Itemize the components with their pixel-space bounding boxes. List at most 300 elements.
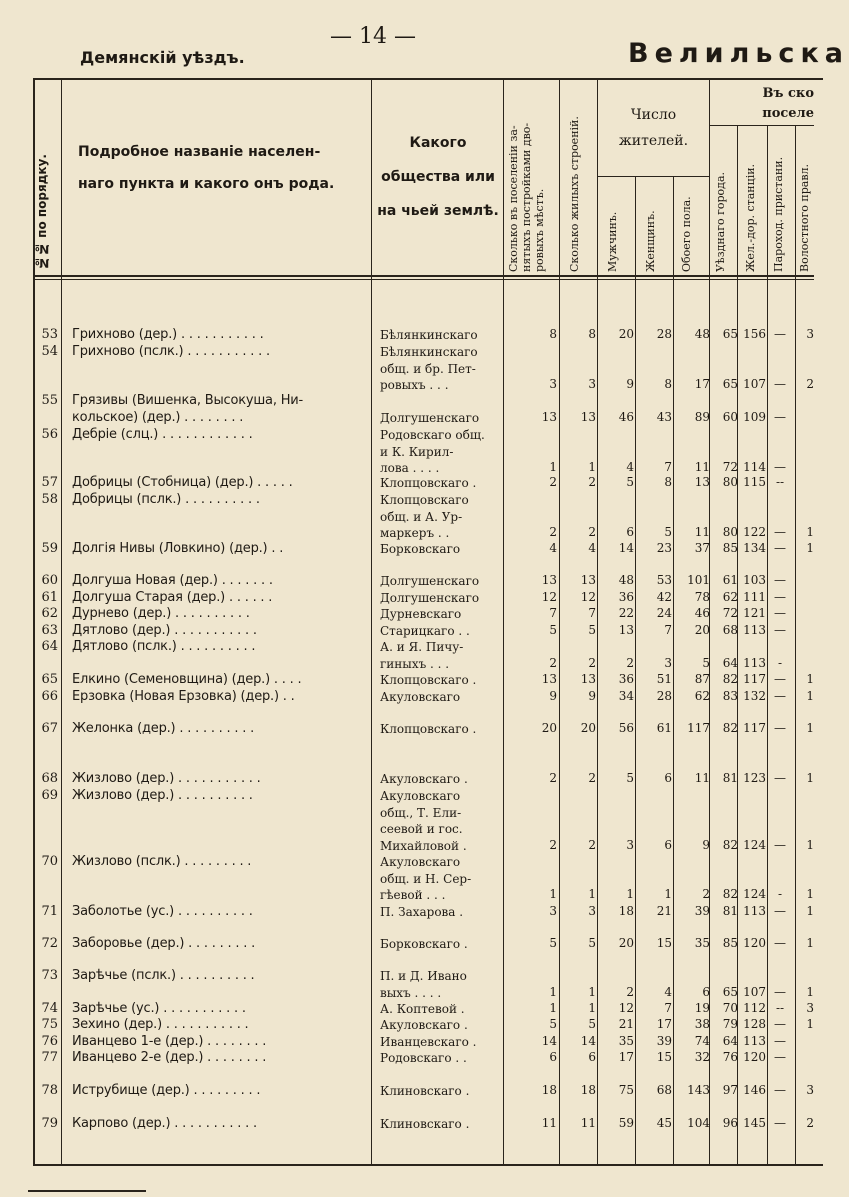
settlement-name: Ерзовка (Новая Ерзовка) (дер.) . . <box>72 689 295 704</box>
row-number: 78 <box>41 1083 58 1098</box>
men-count: 13 <box>618 623 634 637</box>
men-count: 22 <box>618 606 634 620</box>
distance-rail: 120 <box>743 936 766 950</box>
distance-pier: — <box>774 1116 786 1130</box>
row-number: 60 <box>41 573 58 588</box>
distance-town: 65 <box>722 984 738 999</box>
total-count: 20 <box>694 623 710 637</box>
distance-volost: 1 <box>806 887 814 901</box>
yards-count: 5 <box>549 1017 557 1031</box>
total-count: 48 <box>694 327 710 341</box>
row-number: 59 <box>41 541 58 556</box>
row-number: 68 <box>41 771 58 786</box>
men-count: 4 <box>626 460 634 474</box>
settlement-name: Зехино (дер.) . . . . . . . . . . . <box>72 1017 249 1032</box>
header-society: Какого общества или на чьей землѣ. <box>377 135 499 219</box>
row-number: 55 <box>41 393 58 408</box>
houses-count: 13 <box>580 409 596 424</box>
society-name: П. Захарова . <box>380 905 464 919</box>
yards-count: 9 <box>549 689 557 703</box>
society-name: Старицкаго . . <box>380 624 470 638</box>
total-count: 11 <box>694 525 710 539</box>
men-count: 34 <box>618 689 634 703</box>
distance-pier: — <box>774 771 786 785</box>
yards-count: 8 <box>549 327 557 341</box>
distance-volost: 1 <box>806 984 814 999</box>
houses-count: 2 <box>588 655 596 670</box>
settlement-name: Долгія Нивы (Ловкино) (дер.) . . <box>72 541 284 556</box>
row-number: 56 <box>41 427 58 442</box>
distance-volost: 1 <box>806 525 814 539</box>
women-count: 23 <box>656 541 672 555</box>
society-name: Клопцовскаго . <box>380 673 477 687</box>
header-bottom-rule <box>33 275 814 277</box>
houses-count: 2 <box>588 525 596 539</box>
women-count: 15 <box>656 1050 672 1064</box>
total-count: 6 <box>702 984 710 999</box>
total-count: 17 <box>694 377 710 391</box>
distance-town: 81 <box>722 771 738 785</box>
society-name: Долгушенскаго <box>380 591 480 605</box>
women-count: 39 <box>656 1034 672 1048</box>
women-count: 4 <box>664 984 672 999</box>
men-count: 18 <box>618 904 634 918</box>
distance-town: 65 <box>722 377 738 391</box>
houses-count: 7 <box>588 606 596 620</box>
yards-count: 2 <box>549 475 557 489</box>
women-count: 7 <box>664 623 672 637</box>
region-title: Велильска <box>628 38 849 69</box>
header-num: №№ по порядку. <box>35 154 49 270</box>
distance-rail: 109 <box>743 409 766 424</box>
society-name: Борковскаго <box>380 542 461 556</box>
total-count: 89 <box>694 409 710 424</box>
men-count: 56 <box>618 721 634 735</box>
distance-volost: 2 <box>806 377 814 391</box>
yards-count: 14 <box>541 1034 557 1048</box>
total-count: 37 <box>694 541 710 555</box>
distance-rail: 114 <box>743 460 766 474</box>
houses-count: 13 <box>580 573 596 587</box>
distance-town: 64 <box>722 655 738 670</box>
distance-volost: 1 <box>806 904 814 918</box>
distance-pier: — <box>774 1034 786 1048</box>
men-count: 20 <box>618 936 634 950</box>
men-count: 21 <box>618 1017 634 1031</box>
society-name: А. Коптевой . <box>380 1002 465 1016</box>
distance-pier: - <box>777 887 783 901</box>
society-name: Бѣлянкинскаго <box>380 328 478 342</box>
women-count: 7 <box>664 1001 672 1015</box>
yards-count: 7 <box>549 606 557 620</box>
row-number: 73 <box>41 968 58 983</box>
settlement-name: Дятлово (пслк.) . . . . . . . . . . <box>72 639 256 654</box>
women-count: 24 <box>656 606 672 620</box>
distance-town: 82 <box>722 887 738 901</box>
yards-count: 18 <box>541 1083 557 1097</box>
men-count: 5 <box>626 771 634 785</box>
distance-town: 82 <box>722 837 738 852</box>
header-dist-town: Уѣзднаго города. <box>714 171 727 272</box>
houses-count: 1 <box>588 1001 596 1015</box>
distance-rail: 113 <box>743 904 766 918</box>
yards-count: 1 <box>549 460 557 474</box>
total-count: 87 <box>694 672 710 686</box>
distance-town: 62 <box>722 590 738 604</box>
distance-town: 80 <box>722 475 738 489</box>
women-count: 5 <box>664 525 672 539</box>
houses-count: 1 <box>588 887 596 901</box>
settlement-name: Добрицы (пслк.) . . . . . . . . . . <box>72 492 260 507</box>
header-women: Женщинъ. <box>644 210 657 272</box>
women-count: 28 <box>656 689 672 703</box>
settlement-name: Карпово (дер.) . . . . . . . . . . . <box>72 1116 257 1131</box>
distance-rail: 113 <box>743 655 766 670</box>
header-men: Мужчинъ. <box>606 211 619 272</box>
distance-town: 60 <box>722 409 738 424</box>
header-houses: Сколько жилыхъ строеній. <box>568 116 581 272</box>
distance-pier: — <box>774 327 786 341</box>
distance-rail: 122 <box>743 525 766 539</box>
footer-rule <box>28 1190 146 1192</box>
distance-volost: 1 <box>806 689 814 703</box>
distance-rail: 146 <box>743 1083 766 1097</box>
distance-town: 61 <box>722 573 738 587</box>
distance-pier: — <box>774 984 786 999</box>
men-count: 75 <box>618 1083 634 1097</box>
distance-rail: 107 <box>743 984 766 999</box>
society-name: Родовскаго общ. и К. Кирил- лова . . . . <box>380 428 485 475</box>
houses-count: 3 <box>588 904 596 918</box>
houses-count: 14 <box>580 1034 596 1048</box>
distance-rail: 103 <box>743 573 766 587</box>
men-count: 17 <box>618 1050 634 1064</box>
houses-count: 2 <box>588 771 596 785</box>
women-count: 8 <box>664 377 672 391</box>
total-count: 39 <box>694 904 710 918</box>
distance-rail: 156 <box>743 327 766 341</box>
distance-pier: — <box>774 837 786 852</box>
distance-rail: 111 <box>743 590 766 604</box>
distance-town: 97 <box>722 1083 738 1097</box>
yards-count: 12 <box>541 590 557 604</box>
women-count: 15 <box>656 936 672 950</box>
distance-town: 83 <box>722 689 738 703</box>
row-number: 58 <box>41 492 58 507</box>
distance-pier: — <box>774 541 786 555</box>
men-count: 46 <box>618 409 634 424</box>
distance-rail: 132 <box>743 689 766 703</box>
settlement-name: Жизлово (дер.) . . . . . . . . . . <box>72 788 253 803</box>
row-number: 62 <box>41 606 58 621</box>
total-count: 5 <box>702 655 710 670</box>
society-name: А. и Я. Пичу- гиныхъ . . . <box>380 640 464 671</box>
society-name: Акуловскаго . <box>380 772 468 786</box>
society-name: Дурневскаго <box>380 607 462 621</box>
distance-town: 85 <box>722 541 738 555</box>
men-count: 36 <box>618 672 634 686</box>
women-count: 6 <box>664 837 672 852</box>
distance-rail: 112 <box>743 1001 766 1015</box>
rule-num <box>61 78 62 1166</box>
total-count: 38 <box>694 1017 710 1031</box>
society-name: Акуловскаго . <box>380 1018 468 1032</box>
society-name: Клиновскаго . <box>380 1084 470 1098</box>
header-population: Число жителей. <box>618 107 689 149</box>
header-name: Подробное названіе населен- наго пункта и какого онъ рода. <box>78 144 335 192</box>
total-count: 9 <box>702 837 710 852</box>
distance-volost: 1 <box>806 1017 814 1031</box>
settlement-name: Дятлово (дер.) . . . . . . . . . . . <box>72 623 257 638</box>
settlement-name: Грязивы (Вишенка, Высокуша, Ни- кольское) (дер.) . . . . . . . . <box>72 393 304 425</box>
yards-count: 6 <box>549 1050 557 1064</box>
men-count: 35 <box>618 1034 634 1048</box>
settlement-name: Заболотье (ус.) . . . . . . . . . . <box>72 904 253 919</box>
total-count: 62 <box>694 689 710 703</box>
settlement-name: Дурнево (дер.) . . . . . . . . . . <box>72 606 250 621</box>
distance-rail: 121 <box>743 606 766 620</box>
county-title: Демянскій уѣздъ. <box>80 48 245 67</box>
row-number: 53 <box>41 327 58 342</box>
society-name: Бѣлянкинскаго общ. и бр. Пет- ровыхъ . . . <box>380 345 478 392</box>
yards-count: 3 <box>549 904 557 918</box>
men-count: 5 <box>626 475 634 489</box>
row-number: 57 <box>41 475 58 490</box>
women-count: 42 <box>656 590 672 604</box>
houses-count: 20 <box>580 721 596 735</box>
houses-count: 6 <box>588 1050 596 1064</box>
total-count: 19 <box>694 1001 710 1015</box>
header-yards: Сколько въ поселеніи за-нятыхъ постройками дво-ровыхъ мѣстъ. <box>507 122 546 272</box>
settlement-name: Добрицы (Стобница) (дер.) . . . . . <box>72 475 293 490</box>
settlement-name: Грихново (пслк.) . . . . . . . . . . . <box>72 344 270 359</box>
distance-rail: 120 <box>743 1050 766 1064</box>
distance-volost: 1 <box>806 541 814 555</box>
houses-count: 2 <box>588 475 596 489</box>
settlement-name: Долгуша Старая (дер.) . . . . . . <box>72 590 273 605</box>
distance-town: 82 <box>722 672 738 686</box>
society-name: Родовскаго . . <box>380 1051 467 1065</box>
society-name: Долгушенскаго <box>380 574 480 588</box>
rule-society <box>503 78 504 1166</box>
total-count: 143 <box>687 1083 710 1097</box>
men-count: 14 <box>618 541 634 555</box>
total-count: 101 <box>687 573 710 587</box>
page-number: — 14 — <box>330 24 416 49</box>
total-count: 2 <box>702 887 710 901</box>
distance-volost: 1 <box>806 672 814 686</box>
houses-count: 12 <box>580 590 596 604</box>
women-count: 28 <box>656 327 672 341</box>
total-count: 46 <box>694 606 710 620</box>
rule-distance-sub <box>709 125 814 126</box>
distance-pier: — <box>774 936 786 950</box>
header-bottom-rule-2 <box>33 279 814 280</box>
distance-volost: 3 <box>806 327 814 341</box>
yards-count: 13 <box>541 573 557 587</box>
yards-count: 4 <box>549 541 557 555</box>
settlement-name: Елкино (Семеновщина) (дер.) . . . . <box>72 672 302 687</box>
rule-name <box>371 78 372 1166</box>
men-count: 2 <box>626 655 634 670</box>
yards-count: 13 <box>541 672 557 686</box>
distance-volost: 1 <box>806 936 814 950</box>
distance-pier: — <box>774 409 786 424</box>
settlement-name: Дебріе (слц.) . . . . . . . . . . . . <box>72 427 253 442</box>
women-count: 51 <box>656 672 672 686</box>
houses-count: 5 <box>588 623 596 637</box>
society-name: Клопцовскаго . <box>380 722 477 736</box>
row-number: 61 <box>41 590 58 605</box>
society-name: Клопцовскаго общ. и А. Ур- маркеръ . . <box>380 493 469 540</box>
distance-volost: 3 <box>806 1001 814 1015</box>
distance-town: 64 <box>722 1034 738 1048</box>
distance-volost: 2 <box>806 1116 814 1130</box>
houses-count: 5 <box>588 936 596 950</box>
distance-pier: - <box>777 655 783 670</box>
yards-count: 5 <box>549 623 557 637</box>
distance-pier: — <box>774 377 786 391</box>
houses-count: 1 <box>588 460 596 474</box>
distance-pier: — <box>774 1017 786 1031</box>
row-number: 63 <box>41 623 58 638</box>
distance-pier: — <box>774 525 786 539</box>
rule-population-sub <box>597 176 709 177</box>
distance-rail: 124 <box>743 887 766 901</box>
distance-rail: 107 <box>743 377 766 391</box>
distance-volost: 1 <box>806 771 814 785</box>
yards-count: 2 <box>549 771 557 785</box>
row-number: 69 <box>41 788 58 803</box>
men-count: 9 <box>626 377 634 391</box>
houses-count: 18 <box>580 1083 596 1097</box>
distance-rail: 145 <box>743 1116 766 1130</box>
men-count: 2 <box>626 984 634 999</box>
settlement-name: Жизлово (дер.) . . . . . . . . . . . <box>72 771 261 786</box>
distance-pier: — <box>774 590 786 604</box>
distance-pier: — <box>774 904 786 918</box>
distance-town: 80 <box>722 525 738 539</box>
row-number: 79 <box>41 1116 58 1131</box>
distance-pier: — <box>774 460 786 474</box>
settlement-name: Иструбище (дер.) . . . . . . . . . <box>72 1083 261 1098</box>
distance-rail: 134 <box>743 541 766 555</box>
women-count: 43 <box>656 409 672 424</box>
settlement-name: Долгуша Новая (дер.) . . . . . . . <box>72 573 273 588</box>
yards-count: 2 <box>549 837 557 852</box>
distance-pier: — <box>774 1050 786 1064</box>
total-count: 117 <box>687 721 710 735</box>
distance-rail: 113 <box>743 1034 766 1048</box>
distance-pier: -- <box>775 475 785 489</box>
row-number: 74 <box>41 1001 58 1016</box>
women-count: 61 <box>656 721 672 735</box>
women-count: 68 <box>656 1083 672 1097</box>
yards-count: 2 <box>549 655 557 670</box>
row-number: 70 <box>41 854 58 869</box>
settlement-name: Грихново (дер.) . . . . . . . . . . . <box>72 327 264 342</box>
row-number: 75 <box>41 1017 58 1032</box>
row-number: 64 <box>41 639 58 654</box>
distance-town: 96 <box>722 1116 738 1130</box>
distance-volost: 1 <box>806 837 814 852</box>
yards-count: 2 <box>549 525 557 539</box>
houses-count: 2 <box>588 837 596 852</box>
society-name: Клопцовскаго . <box>380 476 477 490</box>
row-number: 72 <box>41 936 58 951</box>
women-count: 8 <box>664 475 672 489</box>
distance-pier: — <box>774 606 786 620</box>
distance-pier: — <box>774 721 786 735</box>
settlement-name: Зарѣчье (пслк.) . . . . . . . . . . <box>72 968 255 983</box>
total-count: 74 <box>694 1034 710 1048</box>
women-count: 1 <box>664 887 672 901</box>
distance-rail: 115 <box>743 475 766 489</box>
distance-rail: 113 <box>743 623 766 637</box>
distance-town: 70 <box>722 1001 738 1015</box>
distance-pier: — <box>774 1083 786 1097</box>
society-name: Акуловскаго общ. и Н. Сер- гѣевой . . . <box>380 855 472 902</box>
yards-count: 11 <box>541 1116 557 1130</box>
women-count: 17 <box>656 1017 672 1031</box>
settlement-name: Желонка (дер.) . . . . . . . . . . <box>72 721 255 736</box>
yards-count: 1 <box>549 887 557 901</box>
men-count: 36 <box>618 590 634 604</box>
yards-count: 13 <box>541 409 557 424</box>
distance-town: 72 <box>722 460 738 474</box>
row-number: 65 <box>41 672 58 687</box>
distance-pier: — <box>774 623 786 637</box>
distance-rail: 124 <box>743 837 766 852</box>
society-name: Борковскаго . <box>380 937 468 951</box>
header-distance: Въ ско поселе <box>762 86 814 121</box>
houses-count: 11 <box>580 1116 596 1130</box>
houses-count: 9 <box>588 689 596 703</box>
distance-town: 79 <box>722 1017 738 1031</box>
women-count: 45 <box>656 1116 672 1130</box>
total-count: 78 <box>694 590 710 604</box>
society-name: Акуловскаго общ., Т. Ели- сеевой и гос. Михайловой . <box>380 789 467 853</box>
distance-town: 85 <box>722 936 738 950</box>
row-number: 67 <box>41 721 58 736</box>
total-count: 35 <box>694 936 710 950</box>
society-name: Иванцевскаго . <box>380 1035 477 1049</box>
row-number: 71 <box>41 904 58 919</box>
yards-count: 1 <box>549 1001 557 1015</box>
distance-town: 65 <box>722 327 738 341</box>
women-count: 21 <box>656 904 672 918</box>
distance-volost: 1 <box>806 721 814 735</box>
distance-rail: 117 <box>743 721 766 735</box>
header-dist-volost: Волостного правл. <box>798 163 811 272</box>
header-dist-rail: Жел.-дор. станціи. <box>744 163 757 272</box>
men-count: 59 <box>618 1116 634 1130</box>
settlement-name: Заборовье (дер.) . . . . . . . . . <box>72 936 256 951</box>
settlement-name: Иванцево 1-е (дер.) . . . . . . . . <box>72 1034 267 1049</box>
houses-count: 13 <box>580 672 596 686</box>
distance-pier: — <box>774 672 786 686</box>
men-count: 20 <box>618 327 634 341</box>
total-count: 32 <box>694 1050 710 1064</box>
society-name: П. и Д. Ивано выхъ . . . . <box>380 969 467 1000</box>
row-number: 66 <box>41 689 58 704</box>
yards-count: 3 <box>549 377 557 391</box>
houses-count: 4 <box>588 541 596 555</box>
distance-pier: — <box>774 689 786 703</box>
men-count: 48 <box>618 573 634 587</box>
men-count: 6 <box>626 525 634 539</box>
distance-town: 72 <box>722 606 738 620</box>
